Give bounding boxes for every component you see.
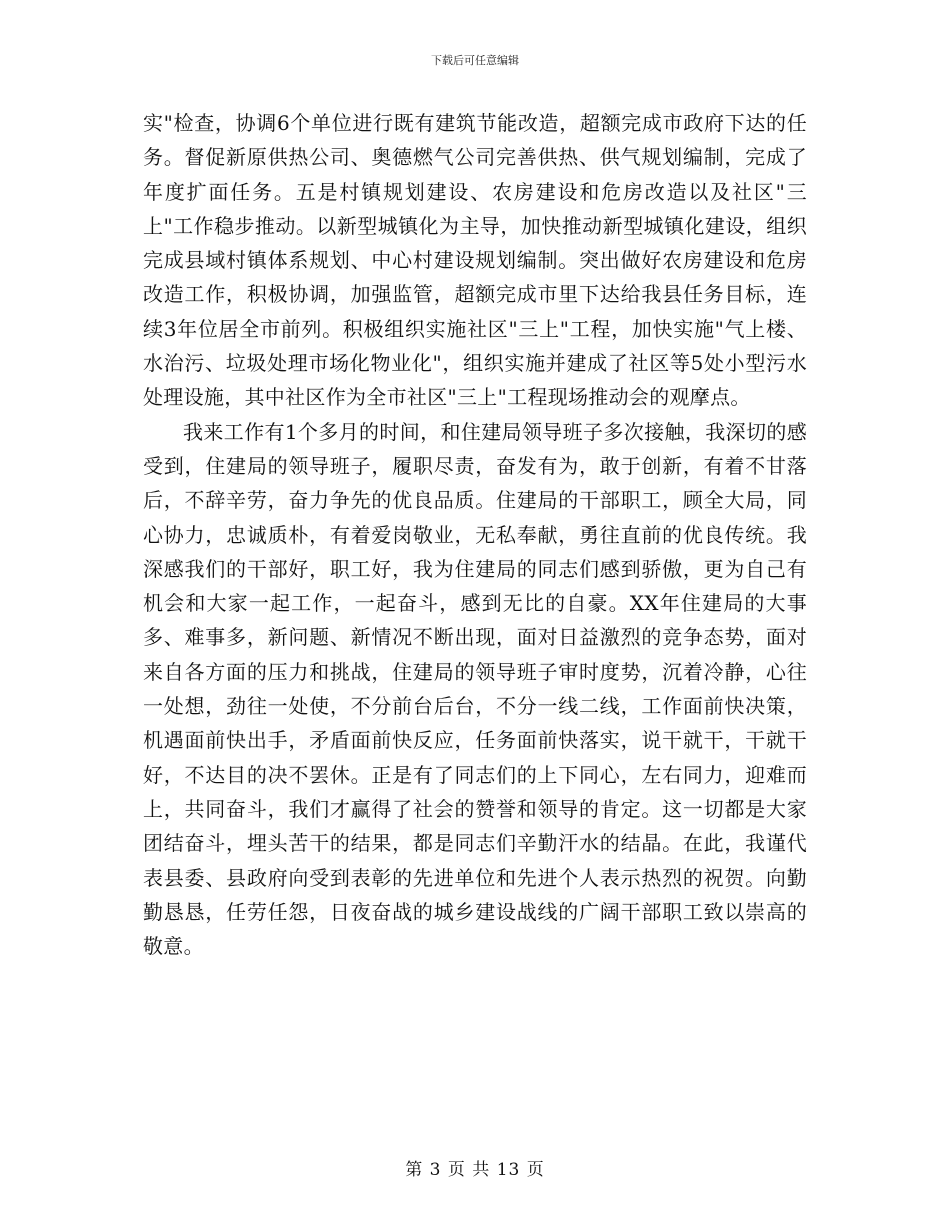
page-number: 第 3 页 共 13 页 bbox=[405, 1160, 545, 1180]
document-body bbox=[143, 106, 807, 963]
paragraph: 我来工作有1个多月的时间，和住建局领导班子多次接触，我深切的感受到，住建局的领导班子，履职尽责，奋发有为，敢于创新，有着不甘落后，不辞辛劳，奋力争先的优良品质。住建局的干部职工，顾全大局，同心协力，忠诚质朴，有着爱岗敬业，无私奉献，勇往直前的优良传统。我深感我们的干部好，职工好，我为住建局的同志们感到骄傲，更为自己有机会和大家一起工作，一起奋斗，感到无比的自豪。XX年住建局的大事多、难事多，新问题、新情况不断出现，面对日益激烈的竞争态势，面对来自各方面的压力和挑战，住建局的领导班子审时度势，沉着冷静，心往一处想，劲往一处使，不分前台后台，不分一线二线，工作面前快决策，机遇面前快出手，矛盾面前快反应，任务面前快落实，说干就干，干就干好，不达目的决不罢休。正是有了同志们的上下同心，左右同力，迎难而上，共同奋斗，我们才赢得了社会的赞誉和领导的肯定。这一切都是大家团结奋斗，埋头苦干的结果，都是同志们辛勤汗水的结晶。在此，我谨代表县委、县政府向受到表彰的先进单位和先进个人表示热烈的祝贺。向勤勤恳恳，任劳任怨，日夜奋战的城乡建设战线的广阔干部职工致以崇高的敬意。 bbox=[143, 419, 807, 959]
page-header: 下载后可任意编辑 bbox=[431, 54, 519, 67]
paragraph-continued: 实"检查，协调6个单位进行既有建筑节能改造，超额完成市政府下达的任务。督促新原供热公司、奥德燃气公司完善供热、供气规划编制，完成了年度扩面任务。五是村镇规划建设、农房建设和危房改造以及社区"三上"工作稳步推动。以新型城镇化为主导，加快推动新型城镇化建设，组织完成县域村镇体系规划、中心村建设规划编制。突出做好农房建设和危房改造工作，积极协调，加强监管，超额完成市里下达给我县任务目标，连续3年位居全市前列。积极组织实施社区"三上"工程，加快实施"气上楼、水治污、垃圾处理市场化物业化"，组织实施并建成了社区等5处小型污水处理设施，其中社区作为全市社区"三上"工程现场推动会的观摩点。 bbox=[143, 111, 807, 410]
